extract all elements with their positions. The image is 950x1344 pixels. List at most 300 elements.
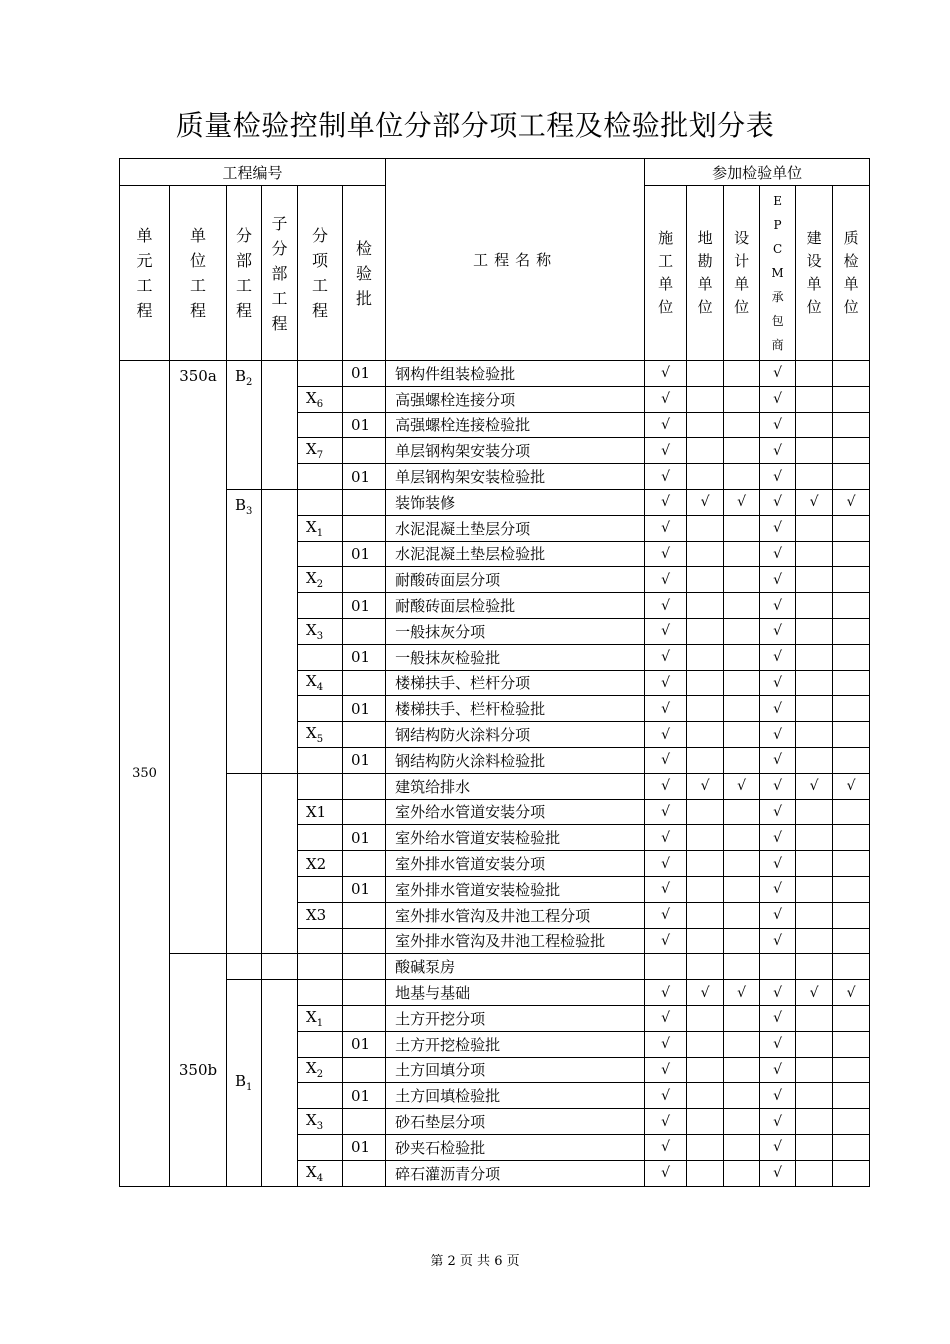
item-cell <box>298 515 343 541</box>
check-epcm: √ <box>760 902 796 928</box>
check-survey <box>687 361 724 387</box>
check-design <box>724 1005 760 1031</box>
check-quality <box>833 1109 870 1135</box>
check-owner <box>796 670 833 696</box>
check-survey <box>687 1005 724 1031</box>
check-epcm: √ <box>760 825 796 851</box>
table-row <box>120 954 870 980</box>
batch-cell: 01 <box>343 825 386 851</box>
check-epcm: √ <box>760 670 796 696</box>
project-name-cell: 钢结构防火涂料检验批 <box>386 747 645 773</box>
item-code-subscript: 3 <box>316 630 324 642</box>
item-code: X <box>306 1111 317 1129</box>
project-name-cell: 土方开挖分项 <box>386 1005 645 1031</box>
batch-cell: 01 <box>343 361 386 387</box>
check-design <box>724 1031 760 1057</box>
item-cell <box>298 618 343 644</box>
batch-cell: 01 <box>343 696 386 722</box>
check-survey <box>687 902 724 928</box>
item-cell <box>298 438 343 464</box>
check-survey <box>687 593 724 619</box>
check-quality <box>833 825 870 851</box>
project-name-cell: 水泥混凝土垫层分项 <box>386 515 645 541</box>
check-owner <box>796 902 833 928</box>
batch-cell <box>343 489 386 515</box>
check-owner <box>796 825 833 851</box>
check-quality: √ <box>833 980 870 1006</box>
project-name-cell: 单层钢构架安装检验批 <box>386 464 645 490</box>
item-code-subscript: 2 <box>316 579 324 591</box>
check-quality <box>833 1031 870 1057</box>
item-code-subscript: 4 <box>316 682 324 694</box>
division-code: B <box>235 1072 247 1091</box>
item-code: X <box>306 1162 317 1181</box>
item-cell <box>298 541 343 567</box>
check-design <box>724 696 760 722</box>
table-row <box>120 773 870 799</box>
check-epcm: √ <box>760 1160 796 1186</box>
check-epcm: √ <box>760 1005 796 1031</box>
check-epcm: √ <box>760 799 796 825</box>
check-epcm: √ <box>760 928 796 954</box>
check-construction: √ <box>645 696 687 722</box>
check-survey <box>687 541 724 567</box>
check-design <box>724 799 760 825</box>
check-quality <box>833 851 870 877</box>
check-owner: √ <box>796 773 833 799</box>
check-survey: √ <box>687 489 724 515</box>
item-code-subscript: 1 <box>316 527 324 539</box>
check-quality <box>833 386 870 412</box>
column-header-design: 设计单位 <box>724 186 760 361</box>
check-design <box>724 361 760 387</box>
batch-cell: 01 <box>343 412 386 438</box>
check-owner <box>796 1031 833 1057</box>
check-epcm: √ <box>760 773 796 799</box>
division-cell <box>227 954 262 980</box>
batch-cell: 01 <box>343 876 386 902</box>
check-owner <box>796 464 833 490</box>
check-construction: √ <box>645 1134 687 1160</box>
check-survey <box>687 954 724 980</box>
check-quality <box>833 928 870 954</box>
check-quality <box>833 954 870 980</box>
batch-cell <box>343 1160 386 1186</box>
check-owner <box>796 696 833 722</box>
item-code-subscript: 6 <box>316 398 324 410</box>
check-design <box>724 412 760 438</box>
item-cell <box>298 747 343 773</box>
division-code-subscript: 2 <box>246 377 253 388</box>
division-code: B <box>235 495 247 514</box>
check-epcm: √ <box>760 593 796 619</box>
division-code-subscript: 1 <box>246 1082 253 1094</box>
check-design <box>724 1109 760 1135</box>
check-quality <box>833 722 870 748</box>
batch-cell <box>343 902 386 928</box>
check-construction: √ <box>645 515 687 541</box>
item-code: X <box>306 724 317 743</box>
check-survey <box>687 696 724 722</box>
check-owner <box>796 1057 833 1083</box>
check-quality <box>833 644 870 670</box>
check-construction: √ <box>645 773 687 799</box>
check-epcm: √ <box>760 1083 796 1109</box>
check-survey <box>687 1109 724 1135</box>
check-owner <box>796 876 833 902</box>
check-construction: √ <box>645 722 687 748</box>
check-construction: √ <box>645 438 687 464</box>
check-owner <box>796 1083 833 1109</box>
check-construction: √ <box>645 593 687 619</box>
check-quality <box>833 515 870 541</box>
item-cell <box>298 412 343 438</box>
check-owner <box>796 644 833 670</box>
item-code: X <box>306 440 317 459</box>
project-name-cell: 室外排水管道安装检验批 <box>386 876 645 902</box>
project-name-cell: 耐酸砖面层分项 <box>386 567 645 593</box>
check-quality <box>833 1005 870 1031</box>
check-epcm: √ <box>760 876 796 902</box>
check-design <box>724 851 760 877</box>
project-name-cell: 土方回填分项 <box>386 1057 645 1083</box>
project-name-cell: 室外给水管道安装分项 <box>386 799 645 825</box>
check-owner <box>796 438 833 464</box>
check-survey <box>687 618 724 644</box>
item-code: X <box>306 388 317 407</box>
check-quality <box>833 361 870 387</box>
check-design <box>724 902 760 928</box>
project-name-cell: 钢结构防火涂料分项 <box>386 722 645 748</box>
check-quality <box>833 747 870 773</box>
check-quality <box>833 1134 870 1160</box>
table-row <box>120 489 870 515</box>
item-code: X <box>306 569 317 588</box>
project-name-cell: 砂夹石检验批 <box>386 1134 645 1160</box>
project-name-cell: 单层钢构架安装分项 <box>386 438 645 464</box>
check-owner <box>796 928 833 954</box>
check-quality <box>833 1057 870 1083</box>
check-epcm: √ <box>760 361 796 387</box>
batch-cell <box>343 928 386 954</box>
table-row <box>120 980 870 1006</box>
check-owner <box>796 851 833 877</box>
check-quality <box>833 902 870 928</box>
check-owner <box>796 1134 833 1160</box>
check-survey <box>687 670 724 696</box>
check-quality <box>833 438 870 464</box>
project-name-cell: 楼梯扶手、栏杆检验批 <box>386 696 645 722</box>
project-name-cell: 耐酸砖面层检验批 <box>386 593 645 619</box>
check-construction: √ <box>645 670 687 696</box>
division-cell <box>227 980 262 1186</box>
check-construction: √ <box>645 851 687 877</box>
unit-work-cell: 350b <box>170 954 227 1186</box>
item-cell <box>298 1083 343 1109</box>
check-epcm: √ <box>760 489 796 515</box>
item-cell <box>298 928 343 954</box>
item-code: X1 <box>306 802 327 821</box>
check-construction: √ <box>645 825 687 851</box>
batch-cell <box>343 954 386 980</box>
check-owner <box>796 799 833 825</box>
batch-cell: 01 <box>343 1083 386 1109</box>
check-epcm: √ <box>760 1134 796 1160</box>
check-quality <box>833 567 870 593</box>
batch-cell <box>343 1057 386 1083</box>
check-construction: √ <box>645 902 687 928</box>
item-cell <box>298 670 343 696</box>
check-epcm: √ <box>760 515 796 541</box>
check-design <box>724 722 760 748</box>
check-design <box>724 1134 760 1160</box>
check-design <box>724 541 760 567</box>
check-epcm: √ <box>760 980 796 1006</box>
check-construction: √ <box>645 1109 687 1135</box>
item-code: X <box>306 1007 317 1026</box>
check-owner <box>796 412 833 438</box>
check-survey <box>687 438 724 464</box>
item-code-subscript: 5 <box>316 734 324 746</box>
batch-cell <box>343 515 386 541</box>
batch-cell <box>343 722 386 748</box>
project-name-cell: 室外排水管沟及井池工程分项 <box>386 902 645 928</box>
check-epcm: √ <box>760 464 796 490</box>
check-design <box>724 644 760 670</box>
check-owner <box>796 541 833 567</box>
project-name-cell: 土方回填检验批 <box>386 1083 645 1109</box>
project-name-cell: 室外排水管沟及井池工程检验批 <box>386 928 645 954</box>
item-cell <box>298 489 343 515</box>
check-survey <box>687 1083 724 1109</box>
check-construction: √ <box>645 1057 687 1083</box>
check-epcm: √ <box>760 412 796 438</box>
check-epcm: √ <box>760 618 796 644</box>
check-design <box>724 954 760 980</box>
sub-division-cell <box>262 954 298 980</box>
project-name-cell: 高强螺栓连接分项 <box>386 386 645 412</box>
check-owner <box>796 722 833 748</box>
column-header-division: 分部工程 <box>227 186 262 361</box>
column-header-epcm: EPCM承包商 <box>760 186 796 361</box>
check-owner <box>796 1160 833 1186</box>
division-cell <box>227 773 262 954</box>
item-code-subscript: 7 <box>316 450 324 462</box>
item-cell <box>298 644 343 670</box>
check-design: √ <box>724 489 760 515</box>
check-owner <box>796 361 833 387</box>
batch-cell <box>343 670 386 696</box>
project-name-cell: 高强螺栓连接检验批 <box>386 412 645 438</box>
check-quality <box>833 670 870 696</box>
group-header-code: 工程编号 <box>120 159 386 186</box>
project-name-cell: 砂石垫层分项 <box>386 1109 645 1135</box>
item-cell <box>298 851 343 877</box>
item-code: X <box>306 1059 317 1078</box>
item-code-subscript: 4 <box>316 1172 324 1184</box>
unit-work-cell: 350a <box>170 361 227 954</box>
table-body <box>120 361 870 1187</box>
check-survey <box>687 386 724 412</box>
check-design <box>724 1057 760 1083</box>
project-name-cell: 楼梯扶手、栏杆分项 <box>386 670 645 696</box>
check-construction: √ <box>645 980 687 1006</box>
check-construction: √ <box>645 618 687 644</box>
batch-cell: 01 <box>343 747 386 773</box>
check-quality <box>833 412 870 438</box>
check-epcm: √ <box>760 696 796 722</box>
page-title: 质量检验控制单位分部分项工程及检验批划分表 <box>175 109 775 142</box>
batch-cell <box>343 567 386 593</box>
column-header-survey: 地勘单位 <box>687 186 724 361</box>
check-quality <box>833 464 870 490</box>
check-construction: √ <box>645 1083 687 1109</box>
unit-project-cell: 350 <box>120 361 170 1187</box>
table-outer-border <box>869 158 870 1185</box>
item-cell <box>298 799 343 825</box>
batch-cell: 01 <box>343 464 386 490</box>
project-name-cell: 地基与基础 <box>386 980 645 1006</box>
check-design <box>724 618 760 644</box>
check-quality <box>833 696 870 722</box>
column-header-construction: 施工单位 <box>645 186 687 361</box>
check-construction: √ <box>645 489 687 515</box>
check-epcm <box>760 954 796 980</box>
check-construction: √ <box>645 644 687 670</box>
batch-cell: 01 <box>343 1134 386 1160</box>
check-epcm: √ <box>760 851 796 877</box>
batch-cell: 01 <box>343 1031 386 1057</box>
check-survey <box>687 412 724 438</box>
item-code-subscript: 3 <box>316 1121 324 1132</box>
batch-cell: 01 <box>343 541 386 567</box>
division-code: B <box>235 367 247 385</box>
check-epcm: √ <box>760 1031 796 1057</box>
check-quality: √ <box>833 773 870 799</box>
check-quality <box>833 618 870 644</box>
check-design <box>724 670 760 696</box>
check-epcm: √ <box>760 747 796 773</box>
item-cell <box>298 1109 343 1135</box>
batch-cell: 01 <box>343 644 386 670</box>
column-header-owner: 建设单位 <box>796 186 833 361</box>
column-header-quality: 质检单位 <box>833 186 870 361</box>
check-survey <box>687 567 724 593</box>
item-cell <box>298 902 343 928</box>
sub-division-cell <box>262 489 298 773</box>
item-code-subscript: 2 <box>316 1069 324 1081</box>
check-construction <box>645 954 687 980</box>
check-construction: √ <box>645 541 687 567</box>
check-design <box>724 1160 760 1186</box>
check-survey <box>687 1057 724 1083</box>
check-survey <box>687 1160 724 1186</box>
check-construction: √ <box>645 928 687 954</box>
column-header-unit-work: 单位工程 <box>170 186 227 361</box>
check-survey <box>687 1134 724 1160</box>
check-owner <box>796 954 833 980</box>
project-name-cell: 室外排水管道安装分项 <box>386 851 645 877</box>
check-epcm: √ <box>760 541 796 567</box>
check-design: √ <box>724 773 760 799</box>
division-cell <box>227 361 262 490</box>
check-design <box>724 438 760 464</box>
check-design <box>724 928 760 954</box>
check-construction: √ <box>645 567 687 593</box>
check-epcm: √ <box>760 438 796 464</box>
check-construction: √ <box>645 747 687 773</box>
check-quality <box>833 593 870 619</box>
check-construction: √ <box>645 1031 687 1057</box>
check-quality <box>833 1160 870 1186</box>
item-cell <box>298 954 343 980</box>
column-header-unit-project: 单元工程 <box>120 186 170 361</box>
check-owner: √ <box>796 489 833 515</box>
check-design <box>724 464 760 490</box>
check-design <box>724 825 760 851</box>
division-cell <box>227 489 262 773</box>
item-cell <box>298 361 343 387</box>
item-code: X3 <box>306 906 327 925</box>
column-header-sub-division: 子分部工程 <box>262 186 298 361</box>
check-design: √ <box>724 980 760 1006</box>
check-design <box>724 386 760 412</box>
check-quality: √ <box>833 489 870 515</box>
check-epcm: √ <box>760 386 796 412</box>
check-owner <box>796 567 833 593</box>
check-design <box>724 567 760 593</box>
check-construction: √ <box>645 412 687 438</box>
check-survey <box>687 876 724 902</box>
project-name-cell: 装饰装修 <box>386 489 645 515</box>
item-cell <box>298 980 343 1006</box>
batch-cell: 01 <box>343 593 386 619</box>
batch-cell <box>343 618 386 644</box>
check-survey <box>687 747 724 773</box>
project-name-cell: 一般抹灰分项 <box>386 618 645 644</box>
item-code-subscript: 1 <box>316 1017 324 1029</box>
batch-cell <box>343 438 386 464</box>
batch-cell <box>343 980 386 1006</box>
check-survey <box>687 722 724 748</box>
check-construction: √ <box>645 386 687 412</box>
item-cell <box>298 1160 343 1186</box>
check-construction: √ <box>645 1160 687 1186</box>
sub-division-cell <box>262 773 298 954</box>
item-cell <box>298 1057 343 1083</box>
check-design <box>724 593 760 619</box>
project-name-cell: 一般抹灰检验批 <box>386 644 645 670</box>
check-owner <box>796 515 833 541</box>
check-design <box>724 515 760 541</box>
check-owner <box>796 618 833 644</box>
check-construction: √ <box>645 1005 687 1031</box>
item-cell <box>298 825 343 851</box>
sub-division-cell <box>262 980 298 1186</box>
check-construction: √ <box>645 464 687 490</box>
check-construction: √ <box>645 876 687 902</box>
check-survey <box>687 928 724 954</box>
project-name-cell: 钢构件组装检验批 <box>386 361 645 387</box>
check-design <box>724 1083 760 1109</box>
check-construction: √ <box>645 799 687 825</box>
item-cell <box>298 1134 343 1160</box>
division-code-subscript: 3 <box>246 505 253 517</box>
check-quality <box>833 876 870 902</box>
check-owner <box>796 747 833 773</box>
item-code: X2 <box>306 854 327 873</box>
check-survey: √ <box>687 773 724 799</box>
